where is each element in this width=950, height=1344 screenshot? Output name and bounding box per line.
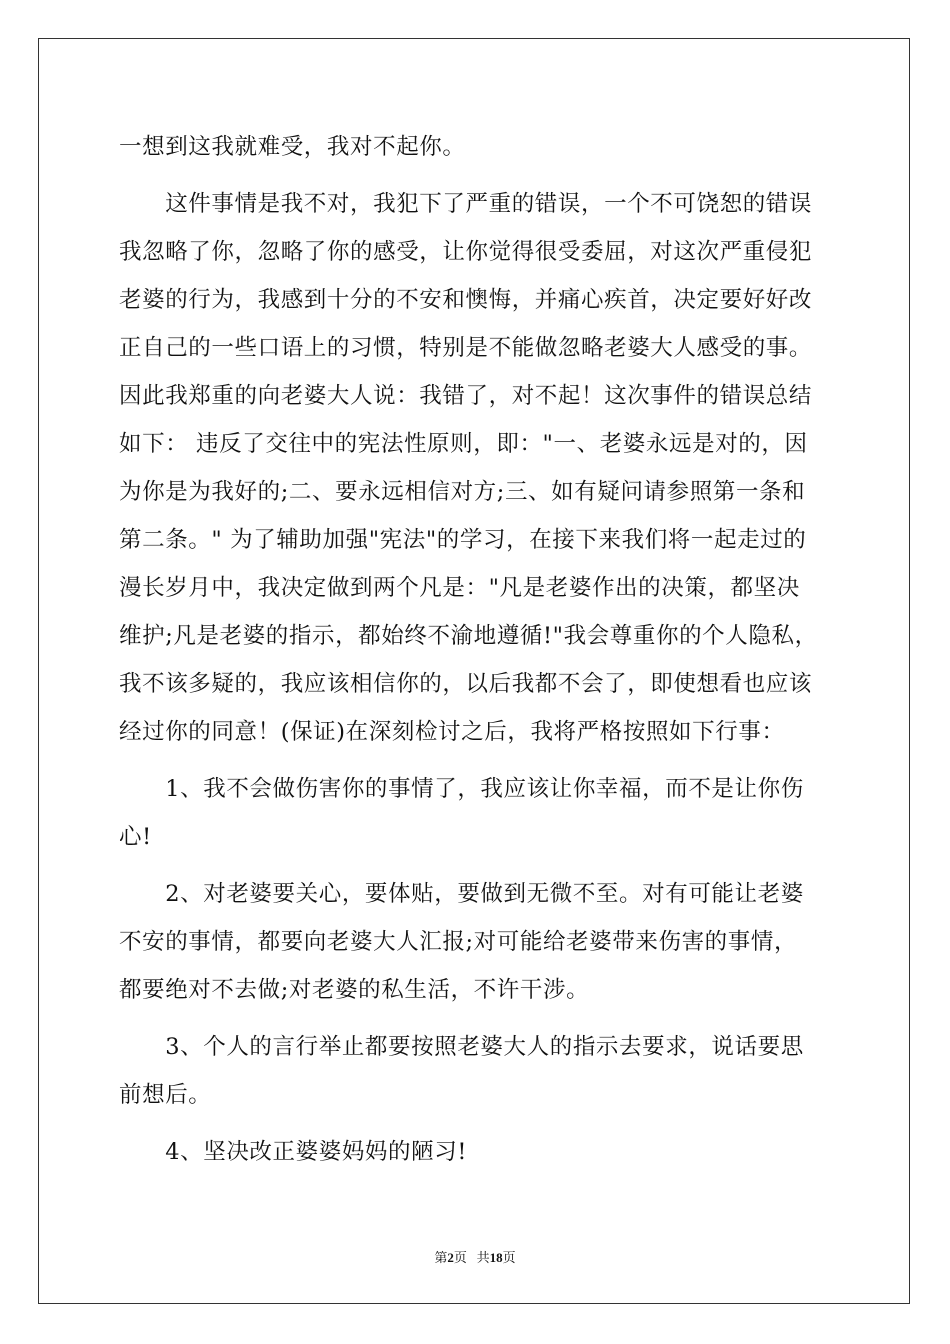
text-line: 这件事情是我不对，我犯下了严重的错误，一个不可饶恕的错误 — [119, 191, 813, 217]
text-line: 1、我不会做伤害你的事情了，我应该让你幸福，而不是让你伤 — [119, 776, 804, 802]
page-footer — [0, 1247, 950, 1266]
text-line: 我忽略了你，忽略了你的感受，让你觉得很受委屈，对这次严重侵犯 — [119, 239, 813, 265]
paragraph-6 — [119, 1128, 835, 1176]
text-line: 都要绝对不去做;对老婆的私生活，不许干涉。 — [119, 977, 590, 1003]
page-number: 2 — [447, 1250, 454, 1265]
paragraph-2 — [119, 180, 835, 756]
page-suffix: 页 — [453, 1250, 467, 1265]
text-line: 2、对老婆要关心，要体贴，要做到无微不至。对有可能让老婆 — [119, 881, 804, 907]
text-line: 老婆的行为，我感到十分的不安和懊悔，并痛心疾首，决定要好好改 — [119, 287, 813, 313]
text-line: 经过你的同意！(保证)在深刻检讨之后，我将严格按照如下行事： — [119, 719, 785, 745]
text-line: 维护;凡是老婆的指示，都始终不渝地遵循!"我会尊重你的个人隐私， — [119, 623, 818, 649]
text-line: 心! — [119, 824, 152, 850]
total-suffix: 页 — [502, 1250, 516, 1265]
page-prefix: 第 — [434, 1250, 448, 1265]
text-line: 漫长岁月中，我决定做到两个凡是："凡是老婆作出的决策，都坚决 — [119, 575, 800, 601]
paragraph-4 — [119, 870, 835, 1014]
paragraph-1 — [119, 123, 835, 171]
text-line: 前想后。 — [119, 1082, 212, 1108]
paragraph-5 — [119, 1023, 835, 1119]
text-line: 不安的事情，都要向老婆大人汇报;对可能给老婆带来伤害的事情， — [119, 929, 798, 955]
text-line: 如下： 违反了交往中的宪法性原则，即："一、老婆永远是对的，因 — [119, 431, 808, 457]
text-line: 第二条。" 为了辅助加强"宪法"的学习，在接下来我们将一起走过的 — [119, 527, 807, 553]
text-line: 一想到这我就难受，我对不起你。 — [119, 134, 466, 160]
paragraph-3 — [119, 765, 835, 861]
total-prefix: 共 — [476, 1250, 490, 1265]
text-line: 为你是为我好的;二、要永远相信对方;三、如有疑问请参照第一条和 — [119, 479, 806, 505]
text-line: 正自己的一些口语上的习惯，特别是不能做忽略老婆大人感受的事。 — [119, 335, 813, 361]
text-line: 我不该多疑的，我应该相信你的，以后我都不会了，即使想看也应该 — [119, 671, 813, 697]
total-pages: 18 — [489, 1250, 503, 1265]
text-line: 因此我郑重的向老婆大人说：我错了，对不起！这次事件的错误总结 — [119, 383, 813, 409]
document-body — [119, 123, 835, 1176]
text-line: 4、坚决改正婆婆妈妈的陋习! — [119, 1139, 467, 1165]
text-line: 3、个人的言行举止都要按照老婆大人的指示去要求，说话要思 — [119, 1034, 804, 1060]
